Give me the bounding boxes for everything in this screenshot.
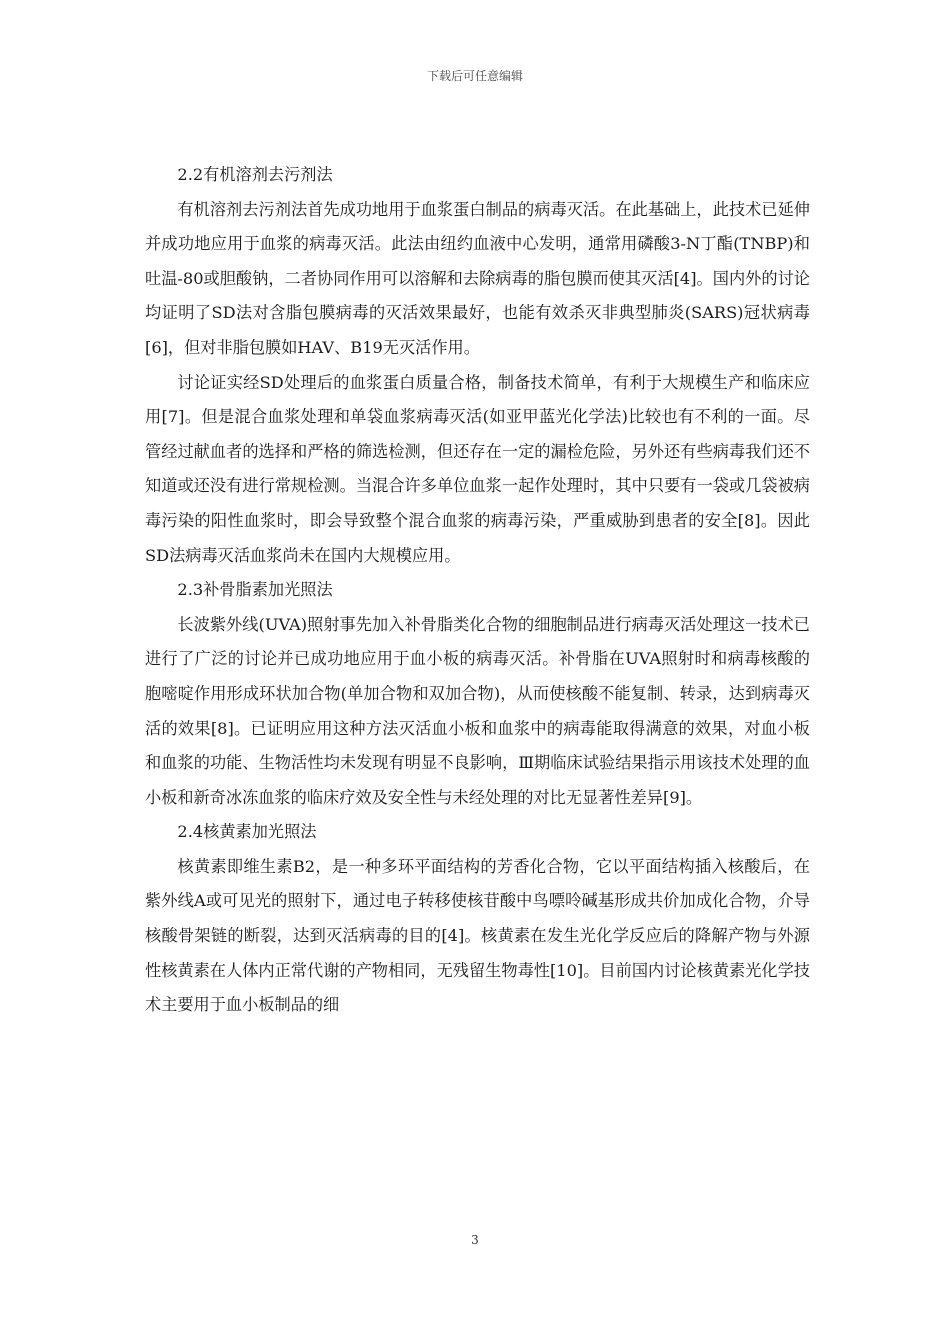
section-heading-2-3: 2.3补骨脂素加光照法 [177,580,333,600]
document-body [145,158,810,1023]
page-header: 下载后可任意编辑 [426,69,523,83]
section-heading-2-4: 2.4核黄素加光照法 [177,822,317,842]
page-number: 3 [471,1233,479,1247]
paragraph-sd-evaluation: 讨论证实经SD处理后的血浆蛋白质量合格，制备技术简单，有利于大规模生产和临床应用[7]。但是混合血浆处理和单袋血浆病毒灭活(如亚甲蓝光化学法)比较也有不利的一面。尽管经过献血者的选择和严格的筛选检测，但还存在一定的漏检危险，另外还有些病毒我们还不知道或还没有进行常规检测。当混合许多单位血浆一起作处理时，其中只要有一袋或几袋被病毒污染的阳性血浆时，即会导致整个混合血浆的病毒污染，严重威胁到患者的安全[8]。因此SD法病毒灭活血浆尚未在国内大规模应用。 [145,372,810,565]
paragraph-psoralen-method: 长波紫外线(UVA)照射事先加入补骨脂类化合物的细胞制品进行病毒灭活处理这一技术已进行了广泛的讨论并已成功地应用于血小板的病毒灭活。补骨脂在UVA照射时和病毒核酸的胞嘧啶作用形成环状加合物(单加合物和双加合物)，从而使核酸不能复制、转录，达到病毒灭活的效果[8]。已证明应用这种方法灭活血小板和血浆中的病毒能取得满意的效果，对血小板和血浆的功能、生物活性均未发现有明显不良影响，Ⅲ期临床试验结果指示用该技术处理的血小板和新奇冰冻血浆的临床疗效及安全性与未经处理的对比无显著性差异[9]。 [145,614,810,807]
section-heading-2-2: 2.2有机溶剂去污剂法 [177,165,333,184]
paragraph-sd-method: 有机溶剂去污剂法首先成功地用于血浆蛋白制品的病毒灭活。在此基础上，此技术已延伸并成功地应用于血浆的病毒灭活。此法由纽约血液中心发明，通常用磷酸3-N丁酯(TNBP)和吐温-80或胆酸钠，二者协同作用可以溶解和去除病毒的脂包膜而使其灭活[4]。国内外的讨论均证明了SD法对含脂包膜病毒的灭活效果最好，也能有效杀灭非典型肺炎(SARS)冠状病毒[6]，但对非脂包膜如HAV、B19无灭活作用。 [145,199,810,357]
paragraph-riboflavin-method: 核黄素即维生素B2，是一种多环平面结构的芳香化合物，它以平面结构插入核酸后，在紫外线A或可见光的照射下，通过电子转移使核苷酸中鸟嘌呤碱基形成共价加成化合物，介导核酸骨架链的断裂，达到灭活病毒的目的[4]。核黄素在发生光化学反应后的降解产物与外源性核黄素在人体内正常代谢的产物相同，无残留生物毒性[10]。目前国内讨论核黄素光化学技术主要用于血小板制品的细 [145,856,810,1015]
